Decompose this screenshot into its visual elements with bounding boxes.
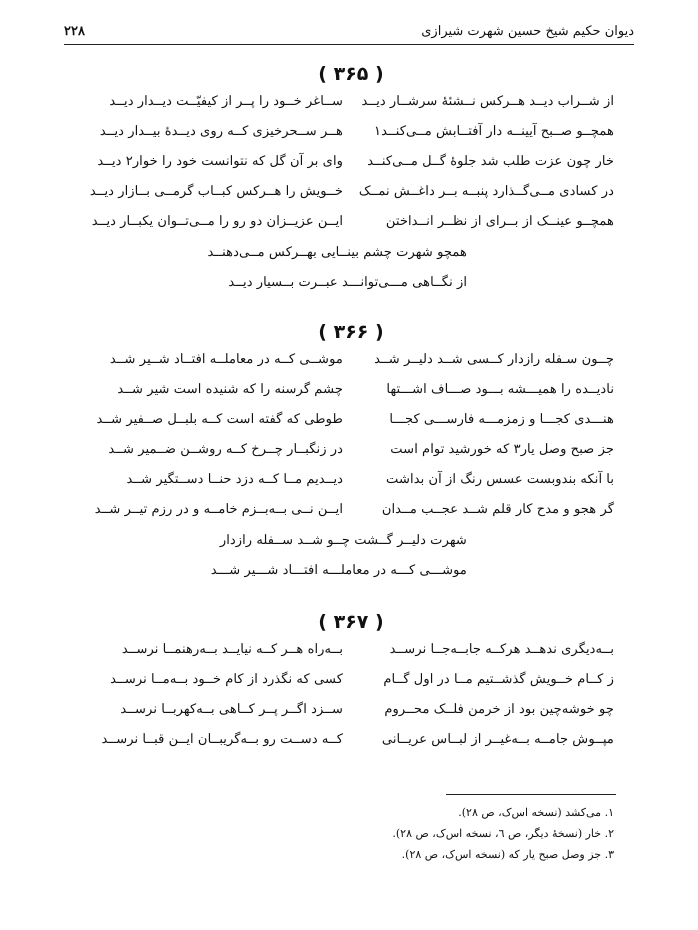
second-hemistich: در زنگبــار چــرخ کــه روشــن ضــمیر شــد (108, 442, 343, 457)
second-hemistich: ایــن عزیــزان دو رو را مــی‌تــوان یکبــار دیــد (91, 214, 343, 229)
first-hemistich: ز کــام خــویش گذشــتیم مــا در اول گــام (383, 672, 614, 687)
page-header (64, 22, 634, 45)
second-hemistich: چشم گرسنه را که شنیده است شیر شــد (117, 382, 343, 397)
first-hemistich: از شــراب دیــد هــرکس نــشئهٔ سرشــار دیــد (361, 94, 614, 109)
poem-366 (88, 318, 614, 586)
couplet (88, 436, 614, 466)
first-hemistich: در کسادی مــی‌گــذارد پنبــه بــر داغــش نمــک (358, 184, 614, 199)
couplet (88, 148, 614, 178)
couplet (88, 376, 614, 406)
first-hemistich: خار چون عزت طلب شد جلوهٔ گــل مــی‌کنــد (367, 154, 614, 169)
first-hemistich: نادیــده را همیـــشه بـــود صـــاف اشـــتها (386, 382, 614, 397)
poem-367 (88, 608, 614, 756)
couplet (88, 496, 614, 526)
second-hemistich: ســاغر خــود را پــر از کیفیّــت دیــدار دیــد (109, 94, 343, 109)
book-title: دیوان حکیم شیخ حسین شهرت شیرازی (421, 24, 634, 39)
footnotes (392, 806, 614, 869)
second-hemistich: ســزد اگــر پــر کــاهی بــه‌کهربــا نرســد (120, 702, 343, 717)
second-hemistich: طوطی که گفته است کــه بلبــل صــفیر شــد (96, 412, 343, 427)
footnote: ۱. می‌کشد (نسخه اس‌ک، ص ۲۸). (458, 806, 614, 819)
couplet (88, 696, 614, 726)
couplet (88, 346, 614, 376)
second-hemistich: وای بر آن گل که نتوانست خود را خوار۲ دیــد (97, 154, 343, 169)
first-hemistich: جز صبح وصل یار۳ که خورشید توام است (390, 442, 614, 457)
second-hemistich: کسی که نگذرد از کام خــود بــه‌مــا نرســد (110, 672, 343, 687)
second-hemistich: ایــن نــی بــه‌بــزم خامــه و در رزم تیــر شــد (94, 502, 343, 517)
second-hemistich: کــه دســت رو بــه‌گریبــان ایــن قبــا نرســد (101, 732, 343, 747)
couplet (88, 406, 614, 436)
second-hemistich: دیــدیم مــا کــه دزد حنــا دســتگیر شــد (126, 472, 343, 487)
first-hemistich: چو خوشه‌چین بود از خرمن فلــک محــروم (384, 702, 614, 717)
closing-line: موشـــی کـــه در معاملـــه افتـــاد شـــیر شـــد (210, 563, 467, 578)
closing-line: همچو شهرت چشم بینــایی بهــرکس مــی‌دهنــد (207, 245, 467, 260)
second-hemistich: خــویش را هــرکس کبــاب گرمــی بــازار دیــد (89, 184, 343, 199)
couplet (88, 178, 614, 208)
couplet (88, 118, 614, 148)
footnote: ۳. جز وصل صبح یار که (نسخه اس‌ک، ص ۲۸). (401, 848, 614, 861)
page-number: ۲۲۸ (64, 24, 85, 39)
couplet (88, 466, 614, 496)
first-hemistich: هنـــدی کجـــا و زمزمـــه فارســـی کجـــا (389, 412, 614, 427)
couplet (88, 666, 614, 696)
first-hemistich: بــه‌دیگری ندهــد هرکــه جابــه‌جــا نرســد (389, 642, 614, 657)
first-hemistich: گر هجو و مدح کار قلم شــد عجــب مــدان (381, 502, 614, 517)
poem-number: ( ۳۶۶ ) (318, 321, 384, 343)
second-hemistich: هــر ســحرخیزی کــه روی دیــدهٔ بیــدار دیــد (99, 124, 343, 139)
first-hemistich: با آنکه بندوبست عسس رنگ از آن بداشت (386, 472, 614, 487)
first-hemistich: همچــو عینــک از بــرای از نظــر انــداختن (385, 214, 614, 229)
second-hemistich: بــه‌راه هــر کــه نیایــد بــه‌رهنمــا نرســد (121, 642, 343, 657)
couplet (88, 208, 614, 238)
couplet (88, 636, 614, 666)
poem-number: ( ۳۶۵ ) (318, 63, 384, 85)
poem-number: ( ۳۶۷ ) (318, 611, 384, 633)
footnote-divider (446, 794, 616, 795)
first-hemistich: همچــو صــبح آیینــه دار آفتــابش مــی‌کنــد۱ (374, 124, 614, 139)
second-hemistich: موشــی کــه در معاملــه افتــاد شــیر شــد (109, 352, 343, 367)
closing-line: شهرت دلیــر گــشت چــو شــد ســفله رازدار (219, 533, 467, 548)
first-hemistich: مپــوش جامــه بــه‌غیــر از لبــاس عریــانی (381, 732, 614, 747)
footnote: ۲. خار (نسخهٔ دیگر، ص ٦، نسخه اس‌ک، ص ۲۸). (392, 827, 614, 840)
couplet (88, 88, 614, 118)
closing-line: از نگــاهی مـــی‌توانـــد عبــرت بــسیار دیــد (228, 275, 467, 290)
couplet (88, 726, 614, 756)
poem-365 (88, 60, 614, 298)
first-hemistich: چــون سـفله رازدار کــسی شــد دلیــر شــد (374, 352, 614, 367)
